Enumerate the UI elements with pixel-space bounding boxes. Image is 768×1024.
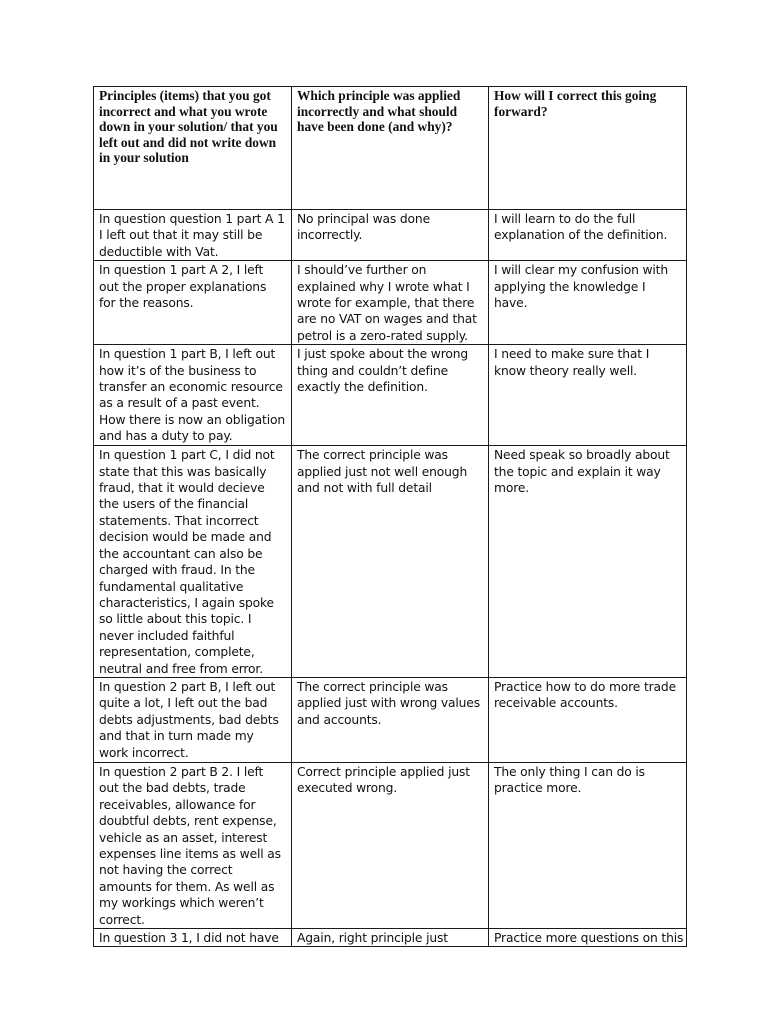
table-cell: Correct principle applied just executed wrong. <box>292 762 489 928</box>
table-row <box>94 762 687 928</box>
table-cell: No principal was done incorrectly. <box>292 210 489 261</box>
table-cell: I should’ve further on explained why I wrote what I wrote for example, that there are no VAT on wages and that petrol is a zero-rated supply. <box>292 261 489 345</box>
header-cell-principles: Principles (items) that you got incorrect and what you wrote down in your solution/ that you left out and did not write down in your solution <box>94 87 292 210</box>
table-row <box>94 210 687 261</box>
table-cell: Again, right principle just <box>292 929 489 947</box>
table-cell: I will learn to do the full explanation of the definition. <box>489 210 687 261</box>
table-cell: In question 1 part B, I left out how it’s of the business to transfer an economic resource as a result of a past event. How there is now an obligation and has a duty to pay. <box>94 345 292 446</box>
table-row <box>94 446 687 678</box>
table-cell: In question 1 part A 2, I left out the proper explanations for the reasons. <box>94 261 292 345</box>
table-cell: I just spoke about the wrong thing and couldn’t define exactly the definition. <box>292 345 489 446</box>
table-row <box>94 929 687 947</box>
table-cell: The correct principle was applied just with wrong values and accounts. <box>292 677 489 762</box>
table-cell: Need speak so broadly about the topic and explain it way more. <box>489 446 687 678</box>
header-cell-principle-applied: Which principle was applied incorrectly and what should have been done (and why)? <box>292 87 489 210</box>
table-cell: In question question 1 part A 1 I left out that it may still be deductible with Vat. <box>94 210 292 261</box>
table-cell: In question 2 part B 2. I left out the bad debts, trade receivables, allowance for doubtful debts, rent expense, vehicle as an asset, interest expenses line items as well as not having the correct amounts for them. As well as my workings which weren’t correct. <box>94 762 292 928</box>
table-cell: In question 1 part C, I did not state that this was basically fraud, that it would decieve the users of the financial statements. That incorrect decision would be made and the accountant can also be charged with fraud. In the fundamental qualitative characteristics, I again spoke so little about this topic. I never included faithful representation, complete, neutral and free from error. <box>94 446 292 678</box>
table-cell: Practice how to do more trade receivable accounts. <box>489 677 687 762</box>
reflection-table <box>93 86 687 947</box>
table-cell: I need to make sure that I know theory really well. <box>489 345 687 446</box>
table-row <box>94 677 687 762</box>
table-cell: Practice more questions on this <box>489 929 687 947</box>
table-header-row <box>94 87 687 210</box>
header-cell-correction: How will I correct this going forward? <box>489 87 687 210</box>
table-cell: The only thing I can do is practice more. <box>489 762 687 928</box>
table-cell: I will clear my confusion with applying the knowledge I have. <box>489 261 687 345</box>
table-cell: In question 3 1, I did not have <box>94 929 292 947</box>
table-cell: In question 2 part B, I left out quite a lot, I left out the bad debts adjustments, bad debts and that in turn made my work incorrect. <box>94 677 292 762</box>
table-row <box>94 261 687 345</box>
table-cell: The correct principle was applied just not well enough and not with full detail <box>292 446 489 678</box>
table-row <box>94 345 687 446</box>
